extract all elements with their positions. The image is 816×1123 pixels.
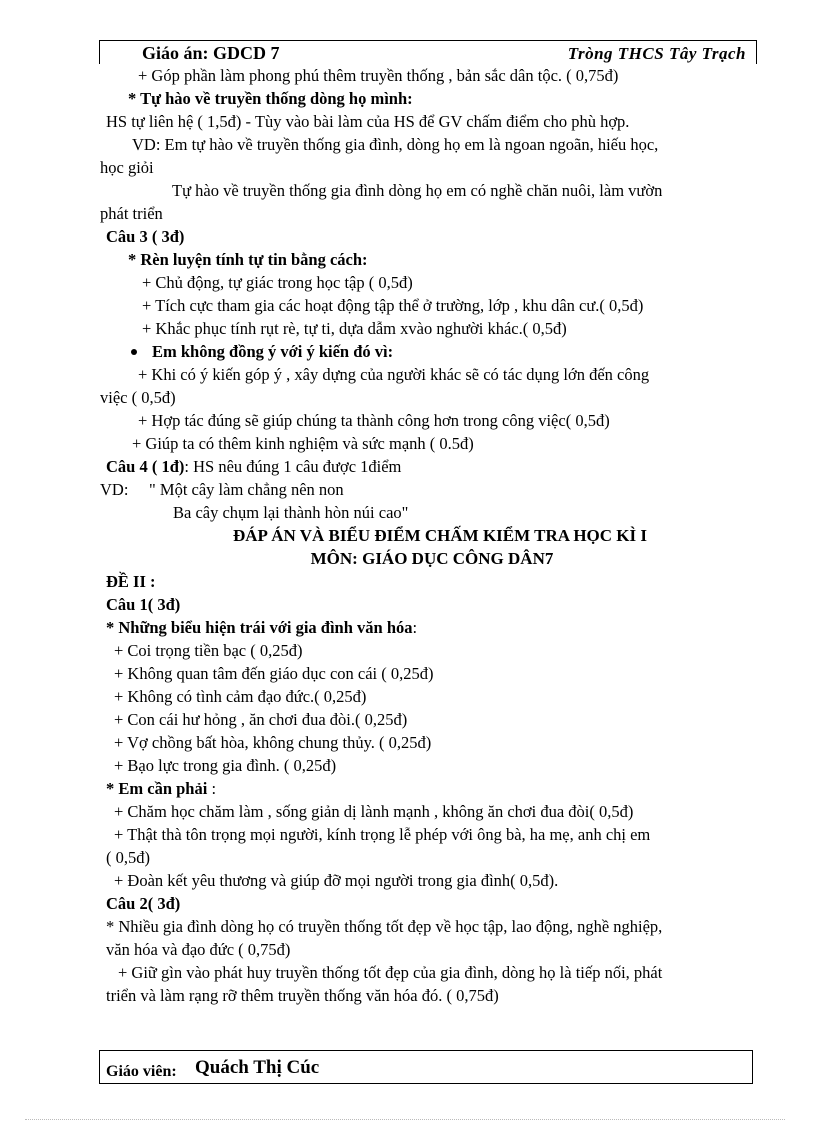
bullet-heading bbox=[106, 340, 746, 363]
text-line: + Đoàn kết yêu thương và giúp đỡ mọi người trong gia đình( 0,5đ). bbox=[114, 871, 559, 890]
text-line: việc ( 0,5đ) bbox=[100, 388, 176, 407]
text-line: Tự hào về truyền thống gia đình dòng họ em có nghề chăn nuôi, làm vườn bbox=[172, 181, 663, 200]
colon: : bbox=[412, 618, 418, 637]
section-heading: * Tự hào về truyền thống dòng họ mình: bbox=[128, 89, 413, 108]
question-heading: Câu 4 ( 1đ) bbox=[106, 457, 185, 476]
text-line: + Vợ chồng bất hòa, không chung thủy. ( 0,25đ) bbox=[114, 733, 432, 752]
school-name: Tròng THCS Tây Trạch bbox=[567, 44, 746, 63]
subject-title: MÔN: GIÁO DỤC CÔNG DÂN7 bbox=[310, 549, 554, 568]
text-line: + Góp phần làm phong phú thêm truyền thống , bản sắc dân tộc. ( 0,75đ) bbox=[138, 66, 619, 85]
section-heading: * Em cần phải bbox=[106, 779, 208, 798]
text-line: ( 0,5đ) bbox=[106, 848, 150, 867]
text-line: VD: " Một cây làm chẳng nên non bbox=[100, 480, 344, 499]
section-heading-line bbox=[106, 616, 746, 639]
text-line: VD: Em tự hào về truyền thống gia đình, dòng họ em là ngoan ngoãn, hiếu học, bbox=[132, 135, 659, 154]
question-heading: Câu 3 ( 3đ) bbox=[106, 227, 185, 246]
text-line: Ba cây chụm lại thành hòn núi cao" bbox=[173, 503, 409, 522]
text-line: triển và làm rạng rỡ thêm truyền thống văn hóa đó. ( 0,75đ) bbox=[106, 986, 499, 1005]
text-line: + Giúp ta có thêm kinh nghiệm và sức mạnh ( 0.5đ) bbox=[132, 434, 474, 453]
lesson-title: Giáo án: GDCD 7 bbox=[142, 43, 280, 63]
text-line: HS tự liên hệ ( 1,5đ) - Tùy vào bài làm của HS để GV chấm điểm cho phù hợp. bbox=[106, 112, 630, 131]
text-line: * Nhiều gia đình dòng họ có truyền thống tốt đẹp về học tập, lao động, nghề nghiệp, bbox=[106, 917, 663, 936]
text-line: + Không có tình cảm đạo đức.( 0,25đ) bbox=[114, 687, 367, 706]
question-line bbox=[106, 455, 746, 478]
text-line: + Coi trọng tiền bạc ( 0,25đ) bbox=[114, 641, 303, 660]
text-line: + Tích cực tham gia các hoạt động tập thể ở trường, lớp , khu dân cư.( 0,5đ) bbox=[142, 296, 644, 315]
bullet-text: Em không đồng ý với ý kiến đó vì: bbox=[152, 342, 394, 361]
text-line: + Thật thà tôn trọng mọi người, kính trọng lễ phép với ông bà, ha mẹ, anh chị em bbox=[114, 825, 651, 844]
text-line: + Chủ động, tự giác trong học tập ( 0,5đ) bbox=[142, 273, 413, 292]
section-heading: * Rèn luyện tính tự tin bằng cách: bbox=[128, 250, 368, 269]
colon: : bbox=[207, 779, 217, 798]
page-footer bbox=[99, 1050, 753, 1084]
section-heading: * Những biểu hiện trái với gia đình văn hóa bbox=[106, 618, 413, 637]
text-line: + Con cái hư hỏng , ăn chơi đua đòi.( 0,25đ) bbox=[114, 710, 408, 729]
text-line: + Giữ gìn vào phát huy truyền thống tốt đẹp của gia đình, dòng họ là tiếp nối, phát bbox=[118, 963, 663, 982]
text-line: + Hợp tác đúng sẽ giúp chúng ta thành công hơn trong công việc( 0,5đ) bbox=[138, 411, 610, 430]
text-line: + Bạo lực trong gia đình. ( 0,25đ) bbox=[114, 756, 337, 775]
page-header bbox=[99, 40, 757, 64]
text-line: + Chăm học chăm làm , sống giản dị lành mạnh , không ăn chơi đua đòi( 0,5đ) bbox=[114, 802, 634, 821]
teacher-label: Giáo viên: bbox=[106, 1063, 177, 1080]
section-heading-line bbox=[106, 777, 746, 800]
page-bottom-divider bbox=[25, 1119, 785, 1120]
question-heading: Câu 1( 3đ) bbox=[106, 595, 181, 614]
text-line: phát triển bbox=[100, 204, 163, 223]
question-heading: Câu 2( 3đ) bbox=[106, 894, 181, 913]
text-line: học giỏi bbox=[100, 158, 154, 177]
text-line: + Khắc phục tính rụt rè, tự ti, dựa dẫm xvào nghười khác.( 0,5đ) bbox=[142, 319, 567, 338]
exam-version: ĐỀ II : bbox=[106, 572, 156, 591]
document-body bbox=[100, 64, 746, 1007]
text-line: + Không quan tâm đến giáo dục con cái ( 0,25đ) bbox=[114, 664, 434, 683]
question-text: : HS nêu đúng 1 câu được 1điểm bbox=[184, 457, 402, 476]
answer-title: ĐÁP ÁN VÀ BIỂU ĐIỂM CHẤM KIỂM TRA HỌC KÌ I bbox=[232, 526, 648, 545]
teacher-name: Quách Thị Cúc bbox=[195, 1057, 320, 1078]
text-line: văn hóa và đạo đức ( 0,75đ) bbox=[106, 940, 291, 959]
bullet-icon bbox=[131, 349, 137, 355]
text-line: + Khi có ý kiến góp ý , xây dựng của người khác sẽ có tác dụng lớn đến công bbox=[138, 365, 650, 384]
